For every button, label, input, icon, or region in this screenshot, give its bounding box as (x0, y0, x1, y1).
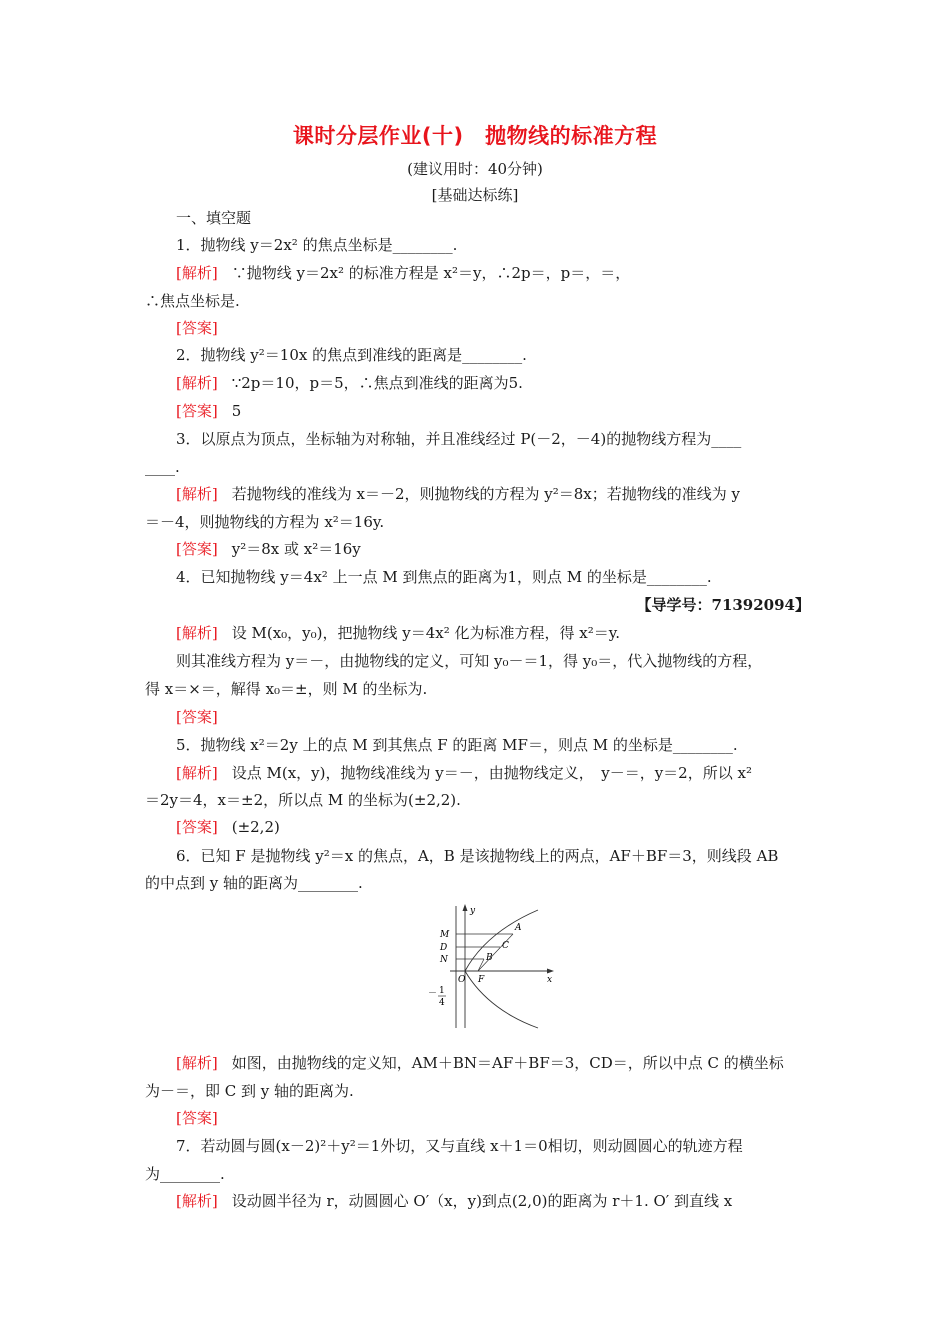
part-heading: 一、填空题 (176, 209, 252, 227)
subtitle: (建议用时：40分钟) (407, 160, 543, 178)
guide-number: 【导学号：71392094】 (636, 596, 810, 614)
analysis-5-cont: ＝2y＝4，x＝±2，所以点 M 的坐标为(±2,2). (145, 791, 461, 809)
analysis-2: [解析] ∵2p＝10，p＝5，∴焦点到准线的距离为5. (176, 374, 523, 392)
fig-label-b: B (486, 953, 493, 963)
analysis-3-cont: ＝－4，则抛物线的方程为 x²＝16y. (145, 513, 385, 531)
question-2: 2．抛物线 y²＝10x 的焦点到准线的距离是________. (176, 346, 527, 364)
question-7-cont: 为________. (145, 1165, 225, 1183)
analysis-6: [解析] 如图，由抛物线的定义知，AM＋BN＝AF＋BF＝3，CD＝，所以中点 C 的横坐标 (176, 1054, 784, 1072)
parabola-figure (420, 900, 560, 1030)
fig-label-a: A (515, 923, 522, 933)
question-7: 7．若动圆与圆(x－2)²＋y²＝1外切，又与直线 x＋1＝0相切，则动圆圆心的轨迹方程 (176, 1137, 743, 1155)
fig-frac-den: 4 (439, 998, 445, 1008)
answer-1 (176, 317, 810, 339)
analysis-4: [解析] 设 M(x₀，y₀)，把抛物线 y＝4x² 化为标准方程，得 x²＝y. (176, 624, 621, 642)
analysis-tag: [解析] (176, 1192, 218, 1210)
analysis-tag: [解析] (176, 485, 218, 503)
analysis-5: [解析] 设点 M(x，y)，抛物线准线为 y＝－，由抛物线定义， y－＝，y＝2，所以 x² (176, 764, 752, 782)
answer-5: [答案] (±2,2) (176, 818, 280, 836)
analysis-tag: [解析] (176, 374, 218, 392)
fig-label-n: N (440, 955, 448, 965)
question-6-cont: 的中点到 y 轴的距离为________. (145, 874, 363, 892)
answer-tag: [答案] (176, 818, 218, 836)
answer-tag: [答案] (176, 402, 218, 420)
analysis-6-cont: 为－＝，即 C 到 y 轴的距离为. (145, 1082, 354, 1100)
fig-label-o: O (458, 975, 466, 985)
analysis-1-cont: ∴焦点坐标是. (145, 292, 240, 310)
fig-label-c: C (502, 941, 509, 951)
question-5: 5．抛物线 x²＝2y 上的点 M 到其焦点 F 的距离 MF＝，则点 M 的坐标是________. (176, 736, 738, 754)
answer-tag: [答案] (176, 1109, 218, 1127)
fig-label-d: D (440, 943, 448, 953)
question-4: 4．已知抛物线 y＝4x² 上一点 M 到焦点的距离为1，则点 M 的坐标是________. (176, 568, 712, 586)
analysis-1: [解析] ∵抛物线 y＝2x² 的标准方程是 x²＝y，∴2p＝，p＝，＝， (176, 264, 631, 282)
fig-label-m: M (440, 930, 450, 940)
answer-6 (176, 1107, 810, 1129)
question-3: 3．以原点为顶点，坐标轴为对称轴，并且准线经过 P(－2，－4)的抛物线方程为____ (176, 430, 742, 448)
question-6: 6．已知 F 是抛物线 y²＝x 的焦点，A，B 是该抛物线上的两点，AF＋BF＝3，则线段 AB (176, 847, 779, 865)
fig-label-f: F (478, 975, 485, 985)
page-title: 课时分层作业(十) 抛物线的标准方程 (292, 124, 658, 148)
question-3-cont: ____. (145, 458, 180, 476)
analysis-4-cont2: 得 x＝×＝，解得 x₀＝±，则 M 的坐标为. (145, 680, 428, 698)
answer-tag: [答案] (176, 319, 218, 337)
analysis-tag: [解析] (176, 264, 218, 282)
analysis-tag: [解析] (176, 764, 218, 782)
fig-label-x: x (547, 975, 553, 985)
answer-2: [答案] 5 (176, 402, 242, 420)
answer-4 (176, 706, 810, 728)
analysis-tag: [解析] (176, 624, 218, 642)
analysis-4-cont: 则其准线方程为 y＝－，由抛物线的定义，可知 y₀－＝1，得 y₀＝，代入抛物线的方程， (176, 652, 763, 670)
fig-label-y: y (470, 906, 476, 916)
fig-minus: － (428, 989, 438, 999)
answer-3: [答案] y²＝8x 或 x²＝16y (176, 540, 361, 558)
answer-tag: [答案] (176, 708, 218, 726)
fig-frac-num: 1 (439, 986, 445, 996)
analysis-3: [解析] 若抛物线的准线为 x＝－2，则抛物线的方程为 y²＝8x；若抛物线的准线为 y (176, 485, 740, 503)
question-1: 1．抛物线 y＝2x² 的焦点坐标是________. (176, 236, 458, 254)
answer-tag: [答案] (176, 540, 218, 558)
analysis-tag: [解析] (176, 1054, 218, 1072)
analysis-7: [解析] 设动圆半径为 r，动圆圆心 O′（x，y)到点(2,0)的距离为 r＋1. O′ 到直线 x (176, 1192, 733, 1210)
section-heading: [基础达标练] (431, 186, 519, 204)
